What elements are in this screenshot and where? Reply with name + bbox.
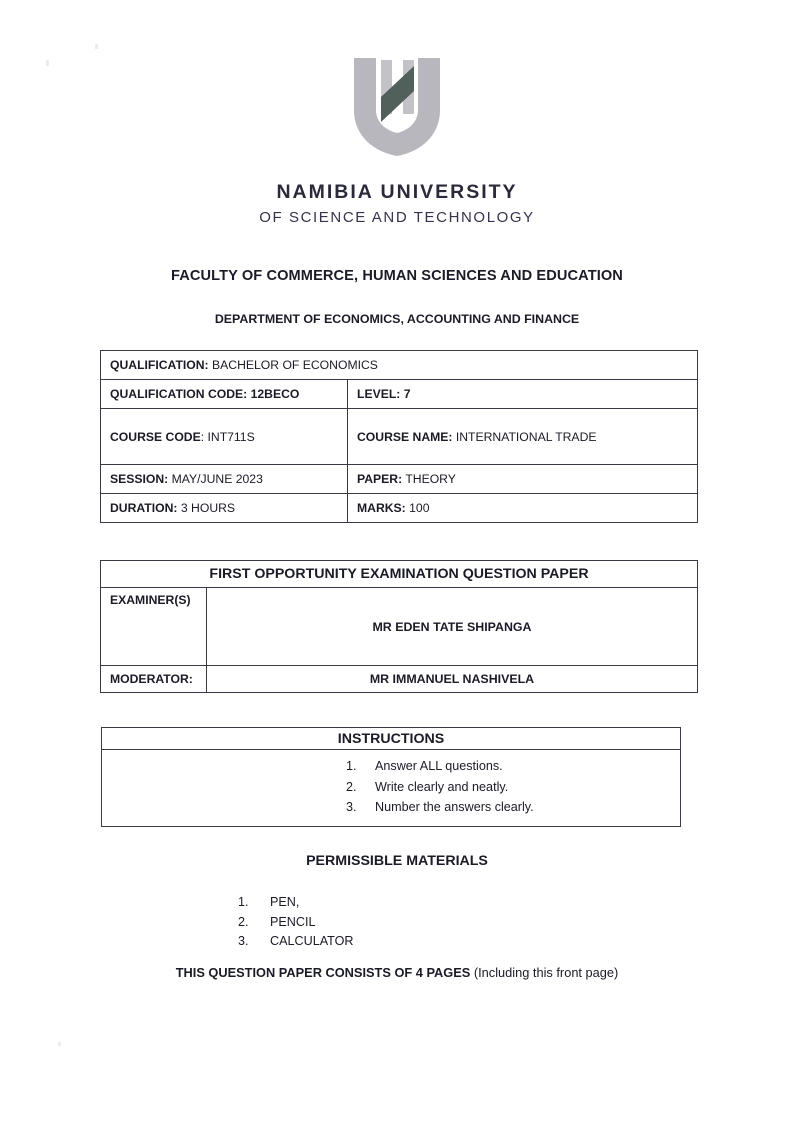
instructions-header: INSTRUCTIONS: [102, 728, 681, 750]
level-value: 7: [400, 387, 411, 401]
table-row: [101, 666, 698, 693]
university-name-line1: NAMIBIA UNIVERSITY: [276, 181, 518, 203]
level-label: LEVEL:: [357, 387, 401, 401]
list-item: Answer ALL questions.: [375, 759, 503, 773]
department-heading: DEPARTMENT OF ECONOMICS, ACCOUNTING AND FINANCE: [214, 312, 580, 326]
table-row: [102, 750, 681, 827]
marks-label: MARKS:: [357, 501, 406, 515]
list-item: CALCULATOR: [270, 934, 354, 948]
list-item: PEN,: [270, 895, 300, 909]
moderator-name: MR IMMANUEL NASHIVELA: [207, 666, 698, 693]
qualification-table: [100, 350, 698, 523]
scan-artifact: [95, 44, 98, 49]
qualification-code-cell: [101, 380, 348, 409]
qualification-code-label: QUALIFICATION CODE:: [110, 387, 248, 401]
table-row: [101, 561, 698, 588]
shield-logo-icon: [348, 52, 446, 158]
examiner-table: [100, 560, 698, 693]
page-count-strong: THIS QUESTION PAPER CONSISTS OF 4 PAGES: [175, 965, 471, 980]
duration-cell: [101, 494, 348, 523]
qualification-label: QUALIFICATION:: [110, 358, 209, 372]
course-code-label: COURSE CODE: [110, 429, 201, 444]
table-row: [101, 380, 698, 409]
university-name-line2: OF SCIENCE AND TECHNOLOGY: [259, 208, 535, 226]
course-name-cell: [348, 409, 698, 465]
qualification-cell: [101, 351, 698, 380]
table-row: [101, 465, 698, 494]
course-name-label: COURSE NAME:: [357, 429, 453, 444]
session-label: SESSION:: [110, 472, 169, 486]
session-value: MAY/JUNE 2023: [168, 472, 263, 486]
examiner-label: EXAMINER(S): [101, 588, 207, 666]
examiner-name: MR EDEN TATE SHIPANGA: [207, 588, 698, 666]
exam-paper-header: FIRST OPPORTUNITY EXAMINATION QUESTION PAPER: [101, 561, 698, 588]
session-cell: [101, 465, 348, 494]
scan-artifact: [58, 1042, 61, 1046]
marks-cell: [348, 494, 698, 523]
table-row: [101, 588, 698, 666]
instructions-list: [102, 756, 680, 818]
faculty-heading: FACULTY OF COMMERCE, HUMAN SCIENCES AND EDUCATION: [171, 268, 623, 284]
paper-cell: [348, 465, 698, 494]
course-code-cell: [101, 409, 348, 465]
list-item: PENCIL: [270, 914, 316, 929]
paper-label: PAPER:: [357, 472, 403, 486]
qualification-value: BACHELOR OF ECONOMICS: [208, 358, 378, 372]
duration-label: DURATION:: [110, 501, 178, 515]
course-code-value: : INT711S: [200, 429, 255, 444]
duration-value: 3 HOURS: [177, 501, 236, 515]
instructions-table: [101, 727, 681, 827]
page-count-note: [0, 965, 794, 980]
level-cell: [348, 380, 698, 409]
paper-value: THEORY: [402, 472, 456, 486]
table-row: [101, 351, 698, 380]
permissible-materials-list: [238, 893, 354, 952]
instructions-body: [102, 750, 681, 827]
marks-value: 100: [405, 501, 430, 515]
institution-wordmark: [0, 180, 794, 228]
list-item: Write clearly and neatly.: [375, 779, 509, 794]
page-count-normal: (Including this front page): [470, 965, 619, 980]
table-row: [102, 728, 681, 750]
institution-branding: [0, 52, 794, 228]
moderator-label: MODERATOR:: [101, 666, 207, 693]
table-row: [101, 494, 698, 523]
course-name-value: INTERNATIONAL TRADE: [452, 429, 597, 444]
table-row: [101, 409, 698, 465]
permissible-materials-heading: PERMISSIBLE MATERIALS: [306, 853, 488, 869]
list-item: Number the answers clearly.: [375, 800, 534, 814]
qualification-code-value: 12BECO: [247, 387, 300, 401]
